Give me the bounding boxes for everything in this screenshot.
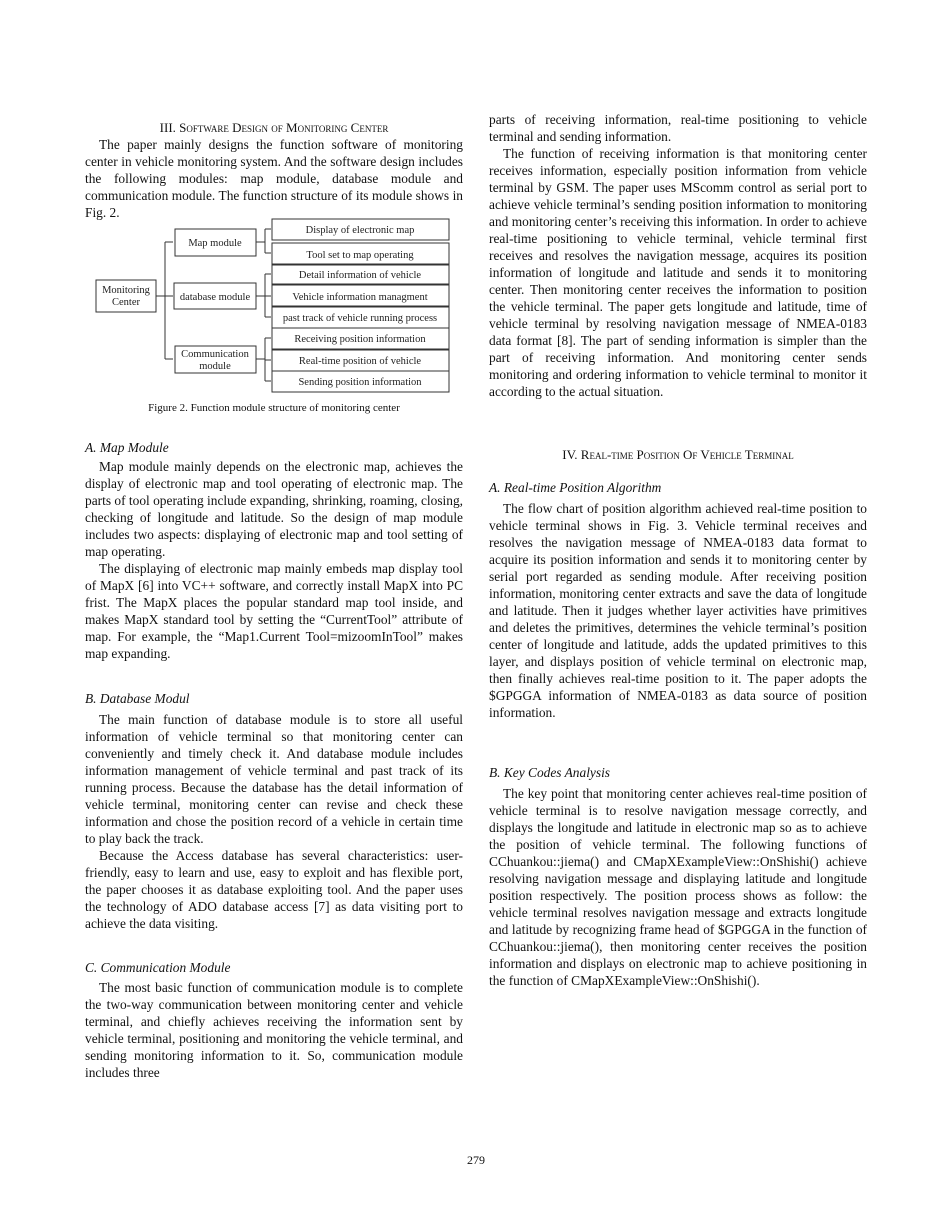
subsection-heading: B. Key Codes Analysis (489, 765, 610, 780)
svg-text:Center: Center (112, 297, 140, 308)
paragraph-text: Map module mainly depends on the electronic map, achieves the display of electronic map and tool operating of electronic map. The parts of tool operating include expanding, shrinking, roaming, closing, checking of longitude and latitude. So the design of map module includes two aspects: displaying of electronic map and tool setting of map operating. (85, 459, 463, 559)
paragraph (489, 111, 867, 400)
leaf-label: past track of vehicle running process (282, 313, 438, 324)
subsection-heading: A. Real-time Position Algorithm (489, 480, 662, 495)
paragraph (85, 458, 463, 662)
leaf-label: Receiving position information (294, 334, 426, 345)
page-number: 279 (467, 1153, 485, 1167)
module-label: database module (179, 292, 251, 303)
paragraph (489, 500, 867, 721)
module-label: Communication (181, 349, 249, 360)
section-heading-4: IV. Real-time Position Of Vehicle Terminal (562, 447, 794, 462)
paragraph-text: parts of receiving information, real-time positioning to vehicle terminal and sending information. (489, 112, 867, 144)
paragraph (85, 979, 463, 1081)
paragraph-text: Because the Access database has several characteristics: user-friendly, easy to learn and use, easy to exploit and has flexible port, the paper chooses it as database exploiting tool. And the paper uses the technology of ADO database access [7] as data visiting port to achieve the data visiting. (85, 848, 463, 931)
module-diagram (85, 215, 463, 395)
paragraph (85, 136, 463, 221)
leaf-label: Tool set to map operating (306, 250, 414, 261)
module-label: Map module (188, 238, 242, 249)
paragraph-text: The most basic function of communication module is to complete the two-way communication between monitoring center and vehicle terminal, and chiefly achieves receiving the information sent by vehicle terminal, positioning and monitoring the vehicle terminal, and sending monitoring information to it. So, communication module includes three (85, 980, 463, 1080)
svg-text:module: module (199, 361, 231, 372)
leaf-label: Detail information of vehicle (298, 270, 422, 281)
paragraph-text: The key point that monitoring center achieves real-time position of vehicle terminal is to resolve navigation message correctly, and displays the longitude and latitude in electronic map so as to achieve the position of vehicle terminal. The following functions of CChuankou::jiema() and CMapXExampleView::OnShishi() achieve resolving navigation message and displaying latitude and longitude position respectively. The position process shows as follow: the vehicle terminal resolves navigation message and extracts longitude and latitude by recognizing frame head of $GPGGA in the function of CChuankou::jiema(), then monitoring center receives the position information and displays on electronic map to achieve positioning in the function of CMapXExampleView::OnShishi(). (489, 786, 867, 988)
root-label: Monitoring (102, 285, 150, 296)
paragraph-text: The main function of database module is to store all useful information of vehicle terminal so that monitoring center can conveniently and timely check it. And database module includes information management of vehicle terminal and past track of its running process. Because the database has the detail information of vehicle terminal, monitoring center can revise and check these information and chose the position record of a vehicle in certain time to play back the track. (85, 712, 463, 846)
leaf-label: Vehicle information managment (292, 292, 428, 303)
figure-2 (85, 215, 463, 395)
subsection-heading: A. Map Module (85, 440, 169, 455)
paragraph-text: The displaying of electronic map mainly embeds map display tool of MapX [6] into VC++ software, and correctly install MapX into PC frist. The MapX places the popular standard map tool inside, and makes MapX standard tool by setting the “CurrentTool” attribute of map. For example, the “Map1.Current Tool=mizoomInTool” makes map expanding. (85, 561, 463, 661)
subsection-heading: B. Database Modul (85, 691, 190, 706)
paragraph-text: The function of receiving information is that monitoring center receives information, especially position information from vehicle terminal by GSM. The paper uses MScomm control as serial port to achieve vehicle terminal’s sending position information to monitoring and monitoring center’s receiving this information. In order to achieve real-time positioning to vehicle terminal, vehicle terminal first receives and resolves the navigation message, acquires its position information of longitude and latitude and sends it to monitoring center. Then monitoring center receives the information to position the vehicle terminal. The paper gets longitude and latitude, time of vehicle terminal by resolving navigation message of NMEA-0183 data format [8]. The part of sending information is simpler than the part of receiving information. And monitoring center sends monitoring and ordering information to vehicle terminal to monitor it according to the actual situation. (489, 146, 867, 399)
subsection-heading: C. Communication Module (85, 960, 231, 975)
figure-caption: Figure 2. Function module structure of monitoring center (148, 402, 400, 414)
paragraph-text: The paper mainly designs the function software of monitoring center in vehicle monitoring system. And the software design includes the following modules: map module, database module and communication module. The function structure of its module shows in Fig. 2. (85, 137, 463, 220)
paragraph-text: The flow chart of position algorithm achieved real-time position to vehicle terminal shows in Fig. 3. Vehicle terminal receives and resolves the navigation message of NMEA-0183 data format to acquire its position information and sends it to monitoring center by serial port regarded as sending module. After receiving position information, monitoring center extracts and save the data of longitude and latitude. Then it judges whether layer activities have primitives and deletes the primitives, determines the vehicle terminal’s position center of longitude and latitude, adds the updated primitives to this layer, and displays position of vehicle terminal on electronic map, then finally achieves real-time position to it. The paper adopts the $GPGGA information of NMEA-0183 as data source of position information. (489, 501, 867, 720)
leaf-label: Real-time position of vehicle (298, 356, 422, 367)
leaf-label: Sending position information (298, 377, 422, 388)
paragraph (85, 711, 463, 932)
paragraph (489, 785, 867, 989)
leaf-label: Display of electronic map (305, 225, 415, 236)
section-heading-3: III. Software Design of Monitoring Center (159, 120, 389, 135)
